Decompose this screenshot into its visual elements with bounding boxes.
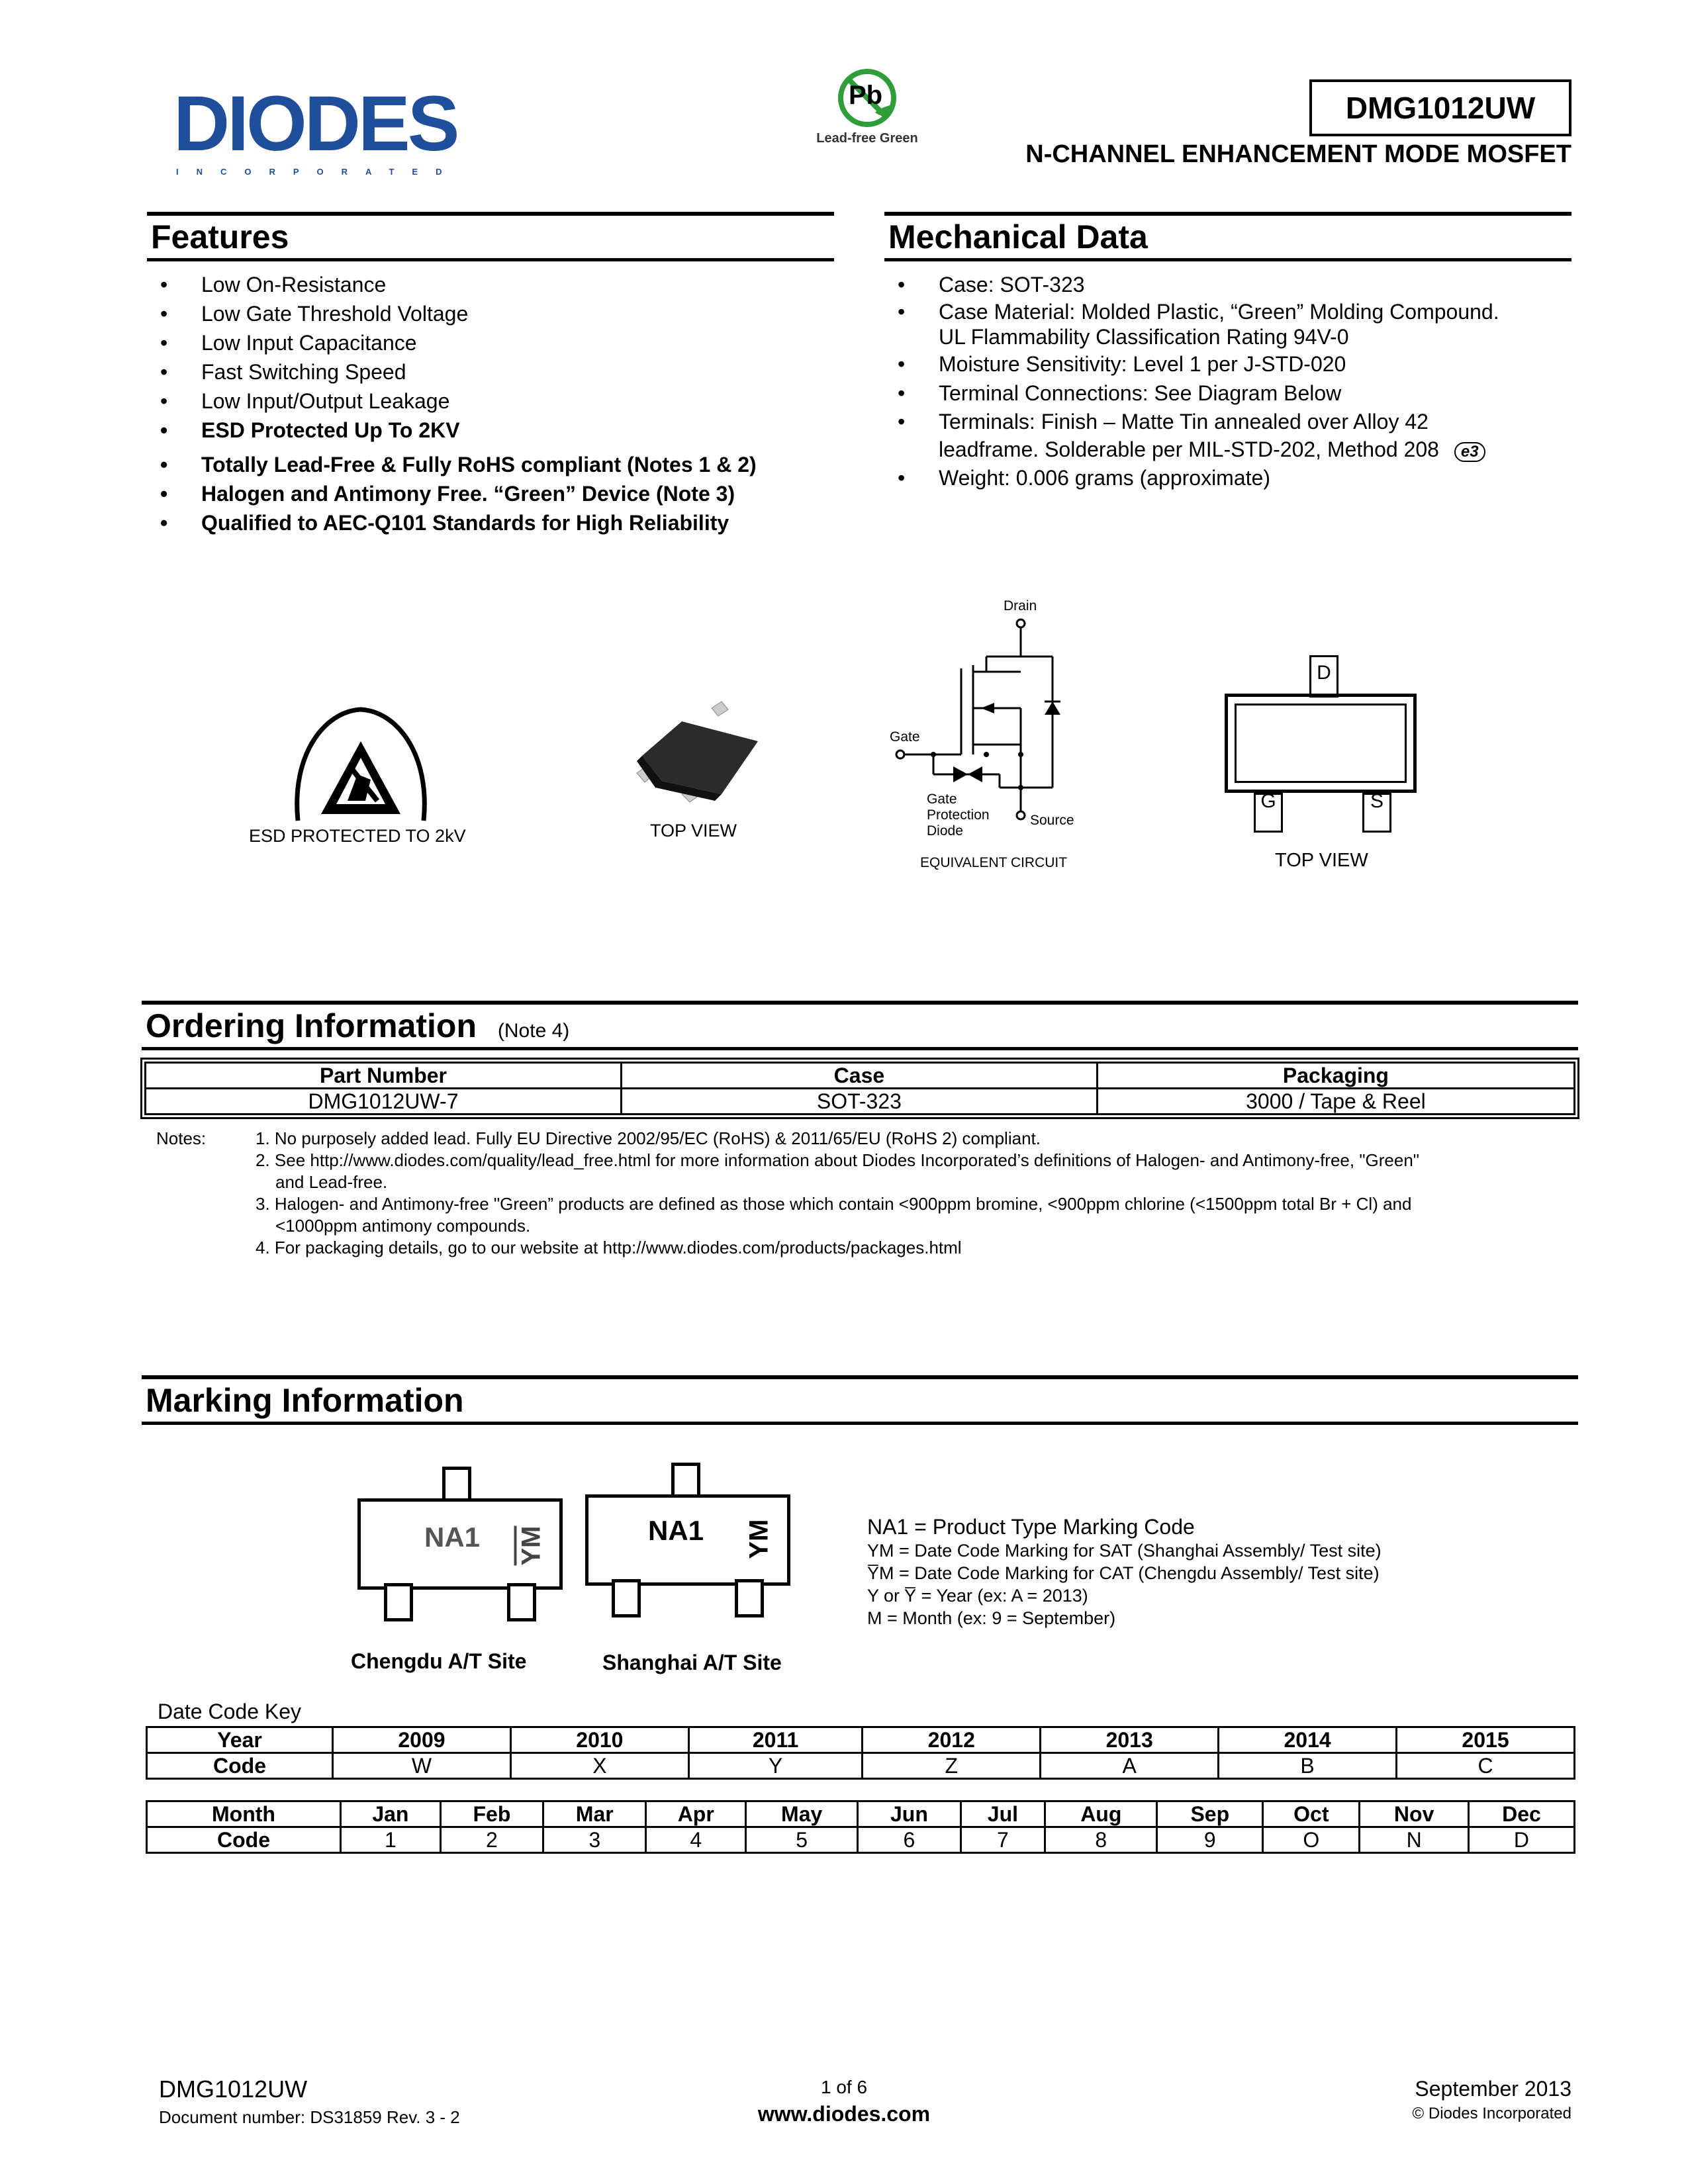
legend-line: NA1 = Product Type Marking Code <box>867 1515 1195 1539</box>
month-cell: Jul <box>961 1801 1045 1827</box>
table-header-cell: Packaging <box>1097 1063 1574 1089</box>
month-cell: Dec <box>1468 1801 1574 1827</box>
table-cell: SOT-323 <box>621 1089 1097 1115</box>
ordering-note-ref: (Note 4) <box>497 1020 570 1042</box>
marking-header <box>142 1375 1578 1425</box>
year-code-table <box>146 1726 1575 1780</box>
note-line: 4. For packaging details, go to our website at http://www.diodes.com/products/packages.html <box>256 1238 962 1257</box>
month-cell: Oct <box>1263 1801 1360 1827</box>
footer-page: 1 of 6 <box>820 2077 868 2097</box>
feature-item: • Qualified to AEC-Q101 Standards for High Reliability <box>150 508 831 537</box>
e3-badge: e3 <box>1454 442 1485 462</box>
table-header-cell: Part Number <box>146 1063 622 1089</box>
month-cell: Sep <box>1157 1801 1263 1827</box>
marking-legend <box>867 1514 1382 1629</box>
feature-item: • Totally Lead-Free & Fully RoHS compliant (Notes 1 & 2) <box>150 450 831 479</box>
mech-item-line: UL Flammability Classification Rating 94V-0 <box>939 325 1349 349</box>
pinout-caption: TOP VIEW <box>1275 850 1368 871</box>
month-cell: Feb <box>440 1801 543 1827</box>
month-cell: Apr <box>646 1801 746 1827</box>
month-cell: Nov <box>1360 1801 1469 1827</box>
marking-pin <box>507 1583 536 1621</box>
device-subtitle: N-CHANNEL ENHANCEMENT MODE MOSFET <box>1025 140 1571 168</box>
pin-d-label: D <box>1317 662 1331 684</box>
mech-item-line: Terminals: Finish – Matte Tin annealed over Alloy 42 <box>939 410 1429 433</box>
year-code-cell: W <box>333 1753 511 1779</box>
month-code-cell: 8 <box>1045 1827 1157 1853</box>
mechanical-title: Mechanical Data <box>888 218 1148 255</box>
ordering-table <box>144 1062 1575 1115</box>
mech-item: • Case: SOT-323 <box>887 270 1569 299</box>
legend-line: Y̅M = Date Code Marking for CAT (Chengdu Assembly/ Test site) <box>867 1563 1380 1583</box>
marking-code: NA1 <box>648 1515 704 1546</box>
package-image <box>622 695 768 814</box>
mechanical-header <box>884 212 1571 261</box>
circuit-drain-label: Drain <box>1004 598 1037 614</box>
table-cell: DMG1012UW-7 <box>146 1089 622 1115</box>
ordering-header <box>142 1001 1578 1050</box>
mech-item: • Weight: 0.006 grams (approximate) <box>887 463 1569 492</box>
marking-body <box>585 1494 790 1586</box>
year-code-cell: A <box>1041 1753 1219 1779</box>
note-line: 3. Halogen- and Antimony-free "Green” products are defined as those which contain <900ppm bromine, <900ppm chlorine (<1500ppm total Br + Cl) and <box>256 1194 1412 1214</box>
note-line: and Lead-free. <box>275 1172 388 1192</box>
marking-body <box>357 1498 563 1590</box>
notes-list <box>256 1128 1573 1259</box>
row-label: Code <box>147 1827 341 1853</box>
legend-line: M = Month (ex: 9 = September) <box>867 1608 1116 1628</box>
circuit-gate-label: Gate <box>890 729 920 745</box>
note-line: <1000ppm antimony compounds. <box>275 1216 531 1236</box>
date-code-key-label: Date Code Key <box>158 1700 302 1723</box>
feature-item: • ESD Protected Up To 2KV <box>150 416 831 445</box>
features-list <box>150 270 831 537</box>
circuit-diode-line: Gate <box>927 792 957 807</box>
year-code-cell: B <box>1219 1753 1397 1779</box>
feature-item: • Halogen and Antimony Free. “Green” Device (Note 3) <box>150 479 831 508</box>
month-code-cell: N <box>1360 1827 1469 1853</box>
feature-item: • Low Input/Output Leakage <box>150 387 831 416</box>
circuit-diode-label <box>927 792 990 839</box>
month-code-table <box>146 1800 1575 1854</box>
year-cell: 2010 <box>510 1727 688 1753</box>
leadfree-label: Lead-free Green <box>816 131 918 146</box>
year-code-cell: C <box>1397 1753 1575 1779</box>
month-code-cell: O <box>1263 1827 1360 1853</box>
month-row <box>147 1801 1575 1827</box>
part-number-box: DMG1012UW <box>1309 79 1571 136</box>
mech-item-line: leadframe. Solderable per MIL-STD-202, Method 208 <box>939 437 1439 461</box>
pin-d <box>1309 655 1338 698</box>
esd-warning-icon <box>285 702 437 827</box>
marking-title: Marking Information <box>146 1382 464 1419</box>
logo-subtext: INCORPORATED <box>176 167 460 177</box>
month-code-cell: 7 <box>961 1827 1045 1853</box>
mech-item <box>887 299 1569 349</box>
month-cell: Mar <box>543 1801 646 1827</box>
month-cell: Jun <box>858 1801 961 1827</box>
year-code-cell: X <box>510 1753 688 1779</box>
features-header <box>147 212 834 261</box>
diodes-logo <box>173 80 478 177</box>
year-cell: 2013 <box>1041 1727 1219 1753</box>
circuit-source-label: Source <box>1030 813 1074 828</box>
circuit-caption: EQUIVALENT CIRCUIT <box>920 855 1068 870</box>
year-code-cell: Z <box>863 1753 1041 1779</box>
logo-wordmark: DIODES <box>173 80 457 167</box>
month-cell: Jan <box>341 1801 441 1827</box>
mech-item: • Moisture Sensitivity: Level 1 per J-STD-020 <box>887 349 1569 379</box>
month-code-cell: 5 <box>746 1827 858 1853</box>
month-code-cell: 2 <box>440 1827 543 1853</box>
month-code-cell: 3 <box>543 1827 646 1853</box>
circuit-diode-line: Protection <box>927 807 990 823</box>
month-cell: May <box>746 1801 858 1827</box>
pb-symbol: Pb <box>849 81 883 110</box>
year-cell: 2014 <box>1219 1727 1397 1753</box>
table-cell: 3000 / Tape & Reel <box>1097 1089 1574 1115</box>
footer-doc-number: Document number: DS31859 Rev. 3 - 2 <box>159 2107 460 2127</box>
row-label: Code <box>147 1753 333 1779</box>
feature-item: • Fast Switching Speed <box>150 357 831 387</box>
pin-s <box>1362 790 1391 833</box>
month-code-cell: 4 <box>646 1827 746 1853</box>
pin-g <box>1254 790 1283 833</box>
equivalent-circuit-diagram <box>887 596 1099 847</box>
leadfree-logo <box>808 66 927 146</box>
year-cell: 2011 <box>688 1727 863 1753</box>
month-code-row <box>147 1827 1575 1853</box>
year-cell: 2009 <box>333 1727 511 1753</box>
footer-part: DMG1012UW <box>159 2075 308 2103</box>
year-code-row <box>147 1753 1575 1779</box>
row-label: Month <box>147 1801 341 1827</box>
feature-item: • Low On-Resistance <box>150 270 831 299</box>
month-code-cell: D <box>1468 1827 1574 1853</box>
marking-ym: YM <box>744 1519 774 1559</box>
year-row <box>147 1727 1575 1753</box>
legend-line: Y or Y̅ = Year (ex: A = 2013) <box>867 1586 1088 1606</box>
note-line: 2. See http://www.diodes.com/quality/lead_free.html for more information about Diodes Incorporated’s definitions of Halogen- and Antimony-free, "Green" <box>256 1150 1420 1170</box>
table-header-cell: Case <box>621 1063 1097 1089</box>
month-code-cell: 1 <box>341 1827 441 1853</box>
feature-item: • Low Input Capacitance <box>150 328 831 357</box>
mech-item-line: Case Material: Molded Plastic, “Green” Molding Compound. <box>939 300 1499 324</box>
mech-item: • Terminal Connections: See Diagram Below <box>887 379 1569 408</box>
mechanical-list <box>887 270 1569 492</box>
pinout-diagram <box>1225 655 1423 847</box>
month-code-cell: 6 <box>858 1827 961 1853</box>
notes-label: Notes: <box>156 1128 207 1148</box>
marking-pin <box>612 1579 641 1617</box>
features-title: Features <box>151 218 289 255</box>
esd-caption: ESD PROTECTED TO 2kV <box>249 826 466 846</box>
marking-pin <box>735 1579 764 1617</box>
marking-pin <box>384 1583 413 1621</box>
row-label: Year <box>147 1727 333 1753</box>
site-label-shanghai: Shanghai A/T Site <box>602 1651 782 1674</box>
ordering-title-text: Ordering Information <box>146 1007 477 1044</box>
table-row <box>146 1089 1575 1115</box>
ordering-title <box>142 1005 1578 1052</box>
marking-ym-bar: $\overline{YM}$ <box>516 1525 546 1566</box>
pin-s-label: S <box>1370 790 1383 812</box>
marking-shanghai <box>585 1463 790 1628</box>
pinout-body <box>1225 694 1417 793</box>
footer-copyright: © Diodes Incorporated <box>1412 2105 1571 2122</box>
marking-chengdu <box>357 1467 563 1632</box>
legend-line: YM = Date Code Marking for SAT (Shanghai Assembly/ Test site) <box>867 1541 1382 1561</box>
feature-item: • Low Gate Threshold Voltage <box>150 299 831 328</box>
year-cell: 2012 <box>863 1727 1041 1753</box>
pin-g-label: G <box>1260 790 1276 812</box>
month-code-cell: 9 <box>1157 1827 1263 1853</box>
table-header-row <box>146 1063 1575 1089</box>
circuit-diode-line: Diode <box>927 823 963 839</box>
footer-date: September 2013 <box>1415 2077 1571 2101</box>
month-cell: Aug <box>1045 1801 1157 1827</box>
note-line: 1. No purposely added lead. Fully EU Directive 2002/95/EC (RoHS) & 2011/65/EU (RoHS 2) compliant. <box>256 1128 1041 1148</box>
site-label-chengdu: Chengdu A/T Site <box>351 1649 527 1673</box>
marking-code: NA1 <box>424 1522 481 1553</box>
package-caption: TOP VIEW <box>650 821 737 841</box>
year-code-cell: Y <box>688 1753 863 1779</box>
year-cell: 2015 <box>1397 1727 1575 1753</box>
footer-website[interactable]: www.diodes.com <box>757 2102 931 2126</box>
mech-item <box>887 408 1569 463</box>
